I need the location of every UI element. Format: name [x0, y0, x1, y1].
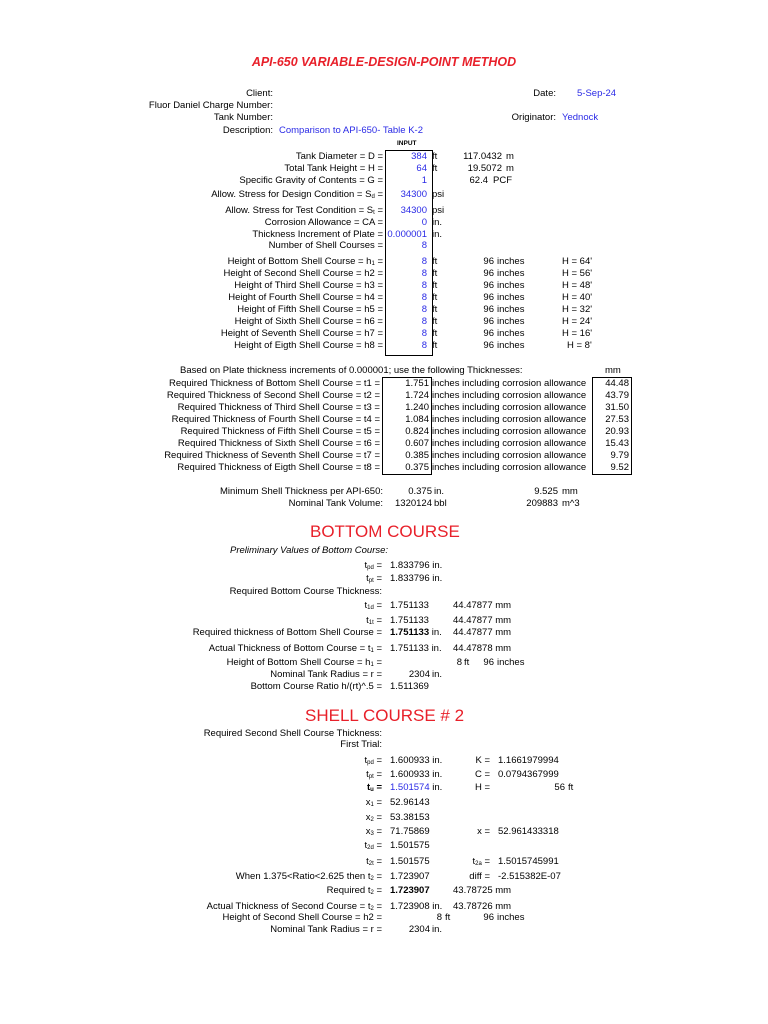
thickness-mm: 20.93	[605, 426, 629, 437]
bottom-course-heading: BOTTOM COURSE	[310, 522, 460, 541]
t2t-label: $t_{2t}$ =	[366, 856, 382, 867]
thickness-value: 1.240	[405, 402, 429, 413]
tank-diameter-input[interactable]: 384	[411, 151, 427, 162]
input-label: Allow. Stress for Test Condition = $S_t$ =	[225, 205, 383, 216]
shell-course-2-heading: SHELL COURSE # 2	[305, 706, 465, 725]
unit: ft	[432, 163, 438, 174]
s2-tu-value: 1.501574 in.	[390, 782, 443, 793]
input-label: Tank Diameter = D =	[295, 151, 383, 162]
converted-unit: PCF	[493, 175, 512, 186]
thickness-label: Required Thickness of Seventh Shell Course = t7 =	[164, 450, 380, 461]
thickness-intro: Based on Plate thickness increments of 0.000001; use the following Thicknesses:	[180, 365, 523, 376]
act-bottom-value: 1.751133 in.	[390, 643, 442, 654]
inches-unit: inches	[497, 256, 525, 267]
t1t-label: $t_{1t}$ =	[366, 615, 382, 626]
course-height-label: Height of Seventh Shell Course = h7 =	[220, 328, 383, 339]
act-t2-mm: 43.78726 mm	[453, 901, 512, 912]
c-value: 0.0794367999	[498, 769, 559, 780]
prelim-label: Preliminary Values of Bottom Course:	[230, 545, 389, 556]
act-t2-label: Actual Thickness of Second Course = $t_2$ =	[206, 901, 382, 912]
volume-m3-unit: m^3	[562, 498, 580, 509]
h-label: H =	[474, 782, 490, 793]
s2-tpt-label: $t_{pt}$ =	[366, 769, 382, 780]
thickness-label: Required Thickness of Eigth Shell Course = t8 =	[177, 462, 380, 473]
converted-value: 117.0432	[463, 151, 502, 162]
req-bottom-value: 1.751133 in.	[390, 627, 442, 638]
inches-unit: inches	[497, 316, 525, 327]
thickness-mm: 44.48	[605, 378, 629, 389]
unit: ft	[432, 340, 438, 351]
course-height-input[interactable]: 8	[421, 340, 427, 351]
inches-unit: inches	[497, 328, 525, 339]
thickness-label: Required Thickness of Fifth Shell Course = t5 =	[180, 426, 380, 437]
inches-value: 96	[483, 340, 494, 351]
t2d-value: 1.501575	[390, 840, 430, 851]
thickness-value: 0.375	[405, 462, 429, 473]
inches-unit: inches	[497, 304, 525, 315]
s2-tpd-value: 1.600933 in.	[390, 755, 443, 766]
h1-unit: ft	[464, 657, 470, 668]
inches-unit: inches	[497, 292, 525, 303]
req-bottom-label: Required thickness of Bottom Shell Course =	[192, 627, 382, 638]
unit: psi	[432, 205, 445, 216]
volume-m3: 209883	[526, 498, 558, 509]
s2-tpd-label: $t_{pd}$ =	[364, 755, 382, 766]
req-t2-mm: 43.78725 mm	[453, 885, 512, 896]
diff-label: diff =	[469, 871, 490, 882]
t2a-value: 1.5015745991	[498, 856, 559, 867]
inches-unit: inches	[497, 340, 525, 351]
unit: ft	[432, 268, 438, 279]
thickness-value: 0.607	[405, 438, 429, 449]
course-height-label: Height of Fourth Shell Course = h4 =	[228, 292, 383, 303]
inches-value: 96	[483, 316, 494, 327]
inches-unit: inches	[497, 268, 525, 279]
thickness-value: 1.751	[405, 378, 429, 389]
course-height-input[interactable]: 8	[421, 316, 427, 327]
course-height-label: Height of Bottom Shell Course = $h_1$ =	[227, 256, 383, 267]
inches-value: 96	[483, 304, 494, 315]
min-thickness-label: Minimum Shell Thickness per API-650:	[220, 486, 383, 497]
x2-value: 53.38153	[390, 812, 430, 823]
test-stress-input[interactable]: 34300	[400, 205, 427, 216]
unit: ft	[432, 151, 438, 162]
tank-number-label: Tank Number:	[213, 112, 273, 123]
design-stress-input[interactable]: 34300	[400, 189, 427, 200]
first-trial-label: First Trial:	[340, 739, 382, 750]
act-t2-value: 1.723908 in.	[390, 901, 443, 912]
h2-value: 8	[436, 912, 442, 923]
converted-unit: m	[506, 151, 514, 162]
tpd-label: $t_{pd}$ =	[364, 560, 382, 571]
x2-label: $x_2$ =	[365, 812, 382, 823]
h2-unit: ft	[445, 912, 451, 923]
unit: in.	[432, 229, 443, 240]
h1-inches-unit: inches	[497, 657, 525, 668]
thickness-mm: 9.79	[610, 450, 629, 461]
thickness-label: Required Thickness of Sixth Shell Course = t6 =	[177, 438, 380, 449]
input-label: Corrosion Allowance = CA =	[264, 217, 383, 228]
inches-value: 96	[483, 256, 494, 267]
c-label: C =	[474, 769, 490, 780]
originator-label: Originator:	[511, 112, 556, 123]
radius-label: Nominal Tank Radius = r =	[270, 669, 382, 680]
description-value[interactable]: Comparison to API-650- Table K-2	[279, 125, 423, 136]
unit: ft	[432, 280, 438, 291]
converted-value: 19.5072	[467, 163, 502, 174]
min-thickness-mm-unit: mm	[562, 486, 578, 497]
thickness-note: inches including corrosion allowance	[432, 438, 587, 449]
specific-gravity-input[interactable]: 1	[421, 175, 427, 186]
act-bottom-mm: 44.47878 mm	[453, 643, 512, 654]
tpd-value: 1.833796 in.	[390, 560, 443, 571]
h-value: 56	[554, 782, 565, 793]
course-height-label: Height of Sixth Shell Course = h6 =	[234, 316, 383, 327]
charge-number-label: Fluor Daniel Charge Number:	[148, 100, 273, 111]
thickness-mm: 43.79	[605, 390, 629, 401]
t1d-mm: 44.47877 mm	[453, 600, 512, 611]
course-height-label: Height of Third Shell Course = h3 =	[234, 280, 383, 291]
s2-radius-label: Nominal Tank Radius = r =	[270, 924, 382, 935]
converted-unit: m	[506, 163, 514, 174]
thickness-value: 0.824	[405, 426, 429, 437]
unit: ft	[432, 304, 438, 315]
course-height-input[interactable]: 8	[421, 292, 427, 303]
ratio-label: Bottom Course Ratio h/(rt)^.5 =	[250, 681, 382, 692]
act-bottom-label: Actual Thickness of Bottom Course = $t_1$ =	[208, 643, 382, 654]
thickness-value: 0.385	[405, 450, 429, 461]
unit: ft	[432, 328, 438, 339]
req-bottom-mm: 44.47877 mm	[453, 627, 512, 638]
h-unit: ft	[568, 782, 574, 793]
diff-value: -2.515382E-07	[498, 871, 561, 882]
course-height-input[interactable]: 8	[421, 304, 427, 315]
tank-height-input[interactable]: 64	[416, 163, 427, 174]
page-title: API-650 VARIABLE-DESIGN-POINT METHOD	[251, 55, 517, 69]
tpt-label: $t_{pt}$ =	[366, 573, 382, 584]
course-h-note: H = 32'	[562, 304, 593, 315]
thickness-note: inches including corrosion allowance	[432, 414, 587, 425]
unit: psi	[432, 189, 445, 200]
when-label: When 1.375<Ratio<2.625 then $t_2$ =	[235, 871, 382, 882]
t1d-label: $t_{1d}$ =	[364, 600, 382, 611]
inches-value: 96	[483, 328, 494, 339]
inches-value: 96	[483, 292, 494, 303]
thickness-label: Required Thickness of Third Shell Course = t3 =	[177, 402, 380, 413]
course-h-note: H = 8'	[567, 340, 592, 351]
t1d-value: 1.751133	[390, 600, 429, 611]
thickness-note: inches including corrosion allowance	[432, 390, 587, 401]
course-h-note: H = 64'	[562, 256, 593, 267]
h2-inches-unit: inches	[497, 912, 525, 923]
date-label: Date:	[533, 88, 556, 99]
s2-tu-label: $t_u$ =	[366, 782, 382, 793]
volume-unit: bbl	[434, 498, 447, 509]
date-value[interactable]: 5-Sep-24	[577, 88, 617, 99]
input-label: Total Tank Height = H =	[284, 163, 383, 174]
when-value: 1.723907	[390, 871, 430, 882]
t2t-value: 1.501575	[390, 856, 430, 867]
input-heading: INPUT	[397, 140, 417, 147]
course-h-note: H = 16'	[562, 328, 593, 339]
x3-value: 71.75869	[390, 826, 430, 837]
x1-label: $x_1$ =	[365, 797, 382, 808]
min-thickness-value: 0.375	[408, 486, 432, 497]
shell-courses-input[interactable]: 8	[421, 240, 427, 251]
unit: ft	[432, 256, 438, 267]
thickness-value: 1.084	[405, 414, 429, 425]
course-h-note: H = 40'	[562, 292, 593, 303]
mm-header: mm	[605, 365, 621, 376]
k-label: K =	[475, 755, 490, 766]
course-h-note: H = 48'	[562, 280, 593, 291]
radius-value: 2304	[408, 669, 430, 680]
input-label: Allow. Stress for Design Condition = $S_d$ =	[211, 189, 383, 200]
x-label: x =	[477, 826, 490, 837]
course-height-label: Height of Second Shell Course = h2 =	[223, 268, 383, 279]
h2-label: Height of Second Shell Course = h2 =	[222, 912, 382, 923]
t1t-value: 1.751133	[390, 615, 429, 626]
course-h-note: H = 24'	[562, 316, 593, 327]
thickness-label: Required Thickness of Bottom Shell Course = t1 =	[168, 378, 380, 389]
x-value: 52.961433318	[498, 826, 559, 837]
course-height-label: Height of Eigth Shell Course = h8 =	[234, 340, 383, 351]
course-height-input[interactable]: 8	[421, 328, 427, 339]
inches-unit: inches	[497, 280, 525, 291]
inches-value: 96	[483, 268, 494, 279]
originator-value[interactable]: Yednock	[562, 112, 599, 123]
corrosion-allowance-input[interactable]: 0	[421, 217, 427, 228]
min-thickness-mm: 9.525	[534, 486, 558, 497]
t2d-label: $t_{2d}$ =	[364, 840, 382, 851]
tpt-value: 1.833796 in.	[390, 573, 443, 584]
radius-unit: in.	[432, 669, 443, 680]
converted-value: 62.4	[469, 175, 488, 186]
s2-radius-unit: in.	[432, 924, 443, 935]
course-height-label: Height of Fifth Shell Course = h5 =	[237, 304, 383, 315]
thickness-value: 1.724	[405, 390, 429, 401]
unit: ft	[432, 316, 438, 327]
thickness-mm: 15.43	[605, 438, 629, 449]
req-bottom-heading: Required Bottom Course Thickness:	[229, 586, 382, 597]
h1-inches: 96	[483, 657, 494, 668]
course-height-input[interactable]: 8	[421, 280, 427, 291]
h1-label: Height of Bottom Shell Course = $h_1$ =	[226, 657, 382, 668]
thickness-note: inches including corrosion allowance	[432, 378, 587, 389]
unit: ft	[432, 292, 438, 303]
inches-value: 96	[483, 280, 494, 291]
ratio-value: 1.511369	[390, 681, 429, 692]
thickness-note: inches including corrosion allowance	[432, 402, 587, 413]
thickness-mm: 9.52	[610, 462, 629, 473]
unit: in.	[432, 217, 443, 228]
h1-value: 8	[456, 657, 462, 668]
x3-label: $x_3$ =	[365, 826, 382, 837]
req-second-heading: Required Second Shell Course Thickness:	[203, 728, 382, 739]
input-label: Number of Shell Courses =	[268, 240, 383, 251]
t2a-label: $t_{2a}$ =	[472, 856, 490, 867]
k-value: 1.1661979994	[498, 755, 559, 766]
req-t2-label: Required $t_2$ =	[326, 885, 382, 896]
description-label: Description:	[222, 125, 273, 136]
volume-label: Nominal Tank Volume:	[288, 498, 383, 509]
client-label: Client:	[246, 88, 273, 99]
volume-value: 1320124	[395, 498, 432, 509]
thickness-note: inches including corrosion allowance	[432, 450, 587, 461]
req-t2-value: 1.723907	[390, 885, 430, 896]
thickness-label: Required Thickness of Second Shell Course = t2 =	[166, 390, 380, 401]
course-h-note: H = 56'	[562, 268, 593, 279]
s2-radius-value: 2304	[408, 924, 430, 935]
min-thickness-unit: in.	[434, 486, 445, 497]
t1t-mm: 44.47877 mm	[453, 615, 512, 626]
thickness-note: inches including corrosion allowance	[432, 426, 587, 437]
thickness-label: Required Thickness of Fourth Shell Course = t4 =	[171, 414, 380, 425]
input-label: Specific Gravity of Contents = G =	[239, 175, 383, 186]
course-height-input[interactable]: 8	[421, 256, 427, 267]
course-height-input[interactable]: 8	[421, 268, 427, 279]
s2-tpt-value: 1.600933 in.	[390, 769, 443, 780]
x1-value: 52.96143	[390, 797, 430, 808]
h2-inches: 96	[483, 912, 494, 923]
thickness-note: inches including corrosion allowance	[432, 462, 587, 473]
thickness-mm: 31.50	[605, 402, 629, 413]
thickness-mm: 27.53	[605, 414, 629, 425]
input-label: Thickness Increment of Plate =	[252, 229, 383, 240]
thickness-increment-input[interactable]: 0.000001	[387, 229, 427, 240]
